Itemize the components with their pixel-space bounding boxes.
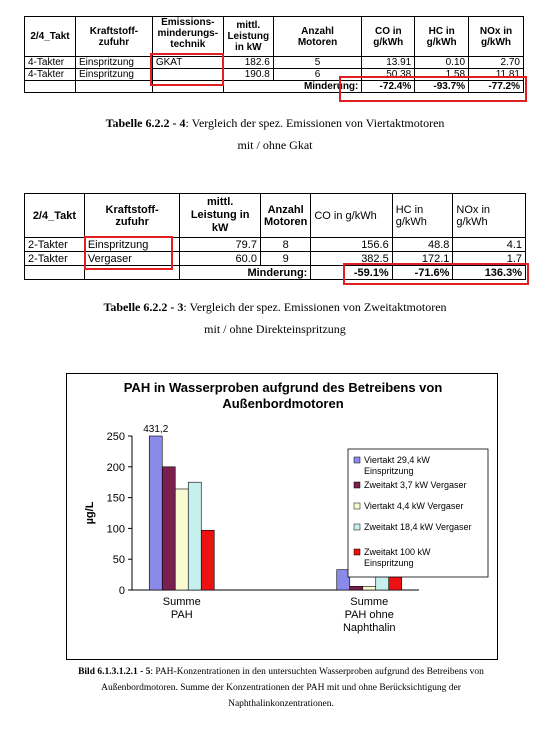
data-label: 431,2: [143, 424, 169, 435]
highlight-box: [150, 53, 224, 86]
table-cell: 2.70: [469, 57, 524, 69]
column-header: NOx in g/kWh: [453, 194, 526, 238]
column-header: HC in g/kWh: [392, 194, 453, 238]
figure-caption: [48, 664, 514, 712]
y-tick-label: 150: [106, 492, 125, 505]
table-cell: 48.8: [392, 238, 453, 252]
column-header: 2/4_Takt: [25, 17, 76, 57]
reduction-value: -72.4%: [362, 81, 415, 93]
table-cell: 1.58: [415, 69, 469, 81]
table-cell: Vergaser: [84, 252, 180, 266]
legend-swatch: [354, 503, 360, 509]
highlight-box: [343, 263, 529, 285]
table-cell: 2-Takter: [25, 238, 85, 252]
table-cell: 60.0: [180, 252, 261, 266]
column-header: CO in g/kWh: [362, 17, 415, 57]
reduction-value: -77.2%: [469, 81, 524, 93]
x-tick-label: Summe PAH: [162, 596, 201, 621]
table-caption: [0, 112, 550, 156]
caption-number: Tabelle 6.2.2 - 4: [105, 116, 186, 130]
column-header: Kraftstoff- zufuhr: [75, 17, 152, 57]
table-cell: 382.5: [311, 252, 392, 266]
table-cell: 6: [273, 69, 362, 81]
reduction-label: Minderung:: [223, 81, 362, 93]
caption-text: : PAH-Konzentrationen in den untersuchten Wasserproben aufgrund des Betreibens von Außenbordmotoren. Summe der Konzentrationen der PAH mit und ohne Berücksichtigung der Naphthalinkonzentrationen.: [101, 667, 484, 709]
reduction-value: -71.6%: [392, 266, 453, 280]
caption-number: Tabelle 6.2.2 - 3: [103, 300, 184, 314]
y-tick-label: 100: [106, 523, 125, 536]
y-tick-label: 200: [106, 461, 125, 474]
table-cell: 11.81: [469, 69, 524, 81]
column-header: 2/4_Takt: [25, 194, 85, 238]
legend-label: Viertakt 4,4 kW Vergaser: [364, 501, 464, 511]
reduction-value: -59.1%: [311, 266, 392, 280]
column-header: Anzahl Motoren: [260, 194, 310, 238]
chart-frame: [66, 373, 498, 660]
reduction-label: Minderung:: [180, 266, 311, 280]
column-header: Kraftstoff- zufuhr: [84, 194, 180, 238]
x-tick-label: Summe PAH ohne Naphthalin: [342, 596, 396, 634]
table-cell: 172.1: [392, 252, 453, 266]
table-row: [25, 57, 524, 69]
y-axis-label: µg/L: [84, 501, 96, 525]
table-cell: GKAT: [152, 57, 223, 69]
chart-bar: [363, 586, 376, 590]
legend-label: Zweitakt 3,7 kW Vergaser: [364, 480, 467, 490]
legend-label: Zweitakt 18,4 kW Vergaser: [364, 522, 472, 532]
column-header: CO in g/kWh: [311, 194, 392, 238]
table-cell: 4.1: [453, 238, 526, 252]
caption-text: mit / ohne Direkteinspritzung: [204, 322, 346, 336]
table-cell: [25, 266, 85, 280]
column-header: mittl. Leistung in kW: [180, 194, 261, 238]
caption-text: mit / ohne Gkat: [237, 138, 313, 152]
column-header: Emissions- minderungs- technik: [152, 17, 223, 57]
table-cell: 190.8: [223, 69, 273, 81]
chart-title: PAH in Wasserproben aufgrund des Betreibens von Außenbordmotoren: [123, 380, 443, 411]
reduction-value: -93.7%: [415, 81, 469, 93]
table-header-row: [25, 194, 526, 238]
table-cell: 13.91: [362, 57, 415, 69]
table-cell: 79.7: [180, 238, 261, 252]
caption-number: Bild 6.1.3.1.2.1 - 5: [78, 667, 151, 677]
chart-bar: [162, 467, 175, 590]
chart-bar: [201, 530, 214, 590]
table-cell: [25, 81, 76, 93]
table-cell: 5: [273, 57, 362, 69]
table-cell: 182.6: [223, 57, 273, 69]
table-cell: Einspritzung: [75, 69, 152, 81]
legend-label: Viertakt 29,4 kW Einspritzung: [364, 455, 430, 476]
table-cell: 9: [260, 252, 310, 266]
legend-label: Zweitakt 100 kW Einspritzung: [364, 547, 431, 568]
legend-swatch: [354, 482, 360, 488]
highlight-box: [339, 76, 527, 102]
highlight-box: [84, 236, 173, 270]
table-cell: 50.38: [362, 69, 415, 81]
legend-swatch: [354, 524, 360, 530]
table-cell: 4-Takter: [25, 69, 76, 81]
table-cell: Einspritzung: [75, 57, 152, 69]
legend-swatch: [354, 457, 360, 463]
table-cell: 1.7: [453, 252, 526, 266]
table-header-row: [25, 17, 524, 57]
chart-bar: [350, 586, 363, 590]
column-header: NOx in g/kWh: [469, 17, 524, 57]
table-cell: Einspritzung: [84, 238, 180, 252]
chart-bar: [188, 482, 201, 590]
reduction-value: 136.3%: [453, 266, 526, 280]
y-tick-label: 50: [112, 554, 125, 567]
chart-bar: [175, 489, 188, 590]
table-cell: 8: [260, 238, 310, 252]
table-caption: [0, 296, 550, 340]
chart-bar: [149, 436, 162, 590]
table-cell: 4-Takter: [25, 57, 76, 69]
pah-bar-chart: [67, 374, 497, 659]
legend-swatch: [354, 549, 360, 555]
table-cell: 156.6: [311, 238, 392, 252]
y-tick-label: 0: [118, 585, 125, 597]
caption-text: : Vergleich der spez. Emissionen von Zweitaktmotoren: [183, 300, 447, 314]
column-header: mittl. Leistung in kW: [223, 17, 273, 57]
column-header: Anzahl Motoren: [273, 17, 362, 57]
caption-text: : Vergleich der spez. Emissionen von Viertaktmotoren: [185, 116, 445, 130]
table-cell: 2-Takter: [25, 252, 85, 266]
column-header: HC in g/kWh: [415, 17, 469, 57]
table-cell: 0.10: [415, 57, 469, 69]
y-tick-label: 250: [106, 431, 125, 443]
table-cell: [75, 81, 152, 93]
